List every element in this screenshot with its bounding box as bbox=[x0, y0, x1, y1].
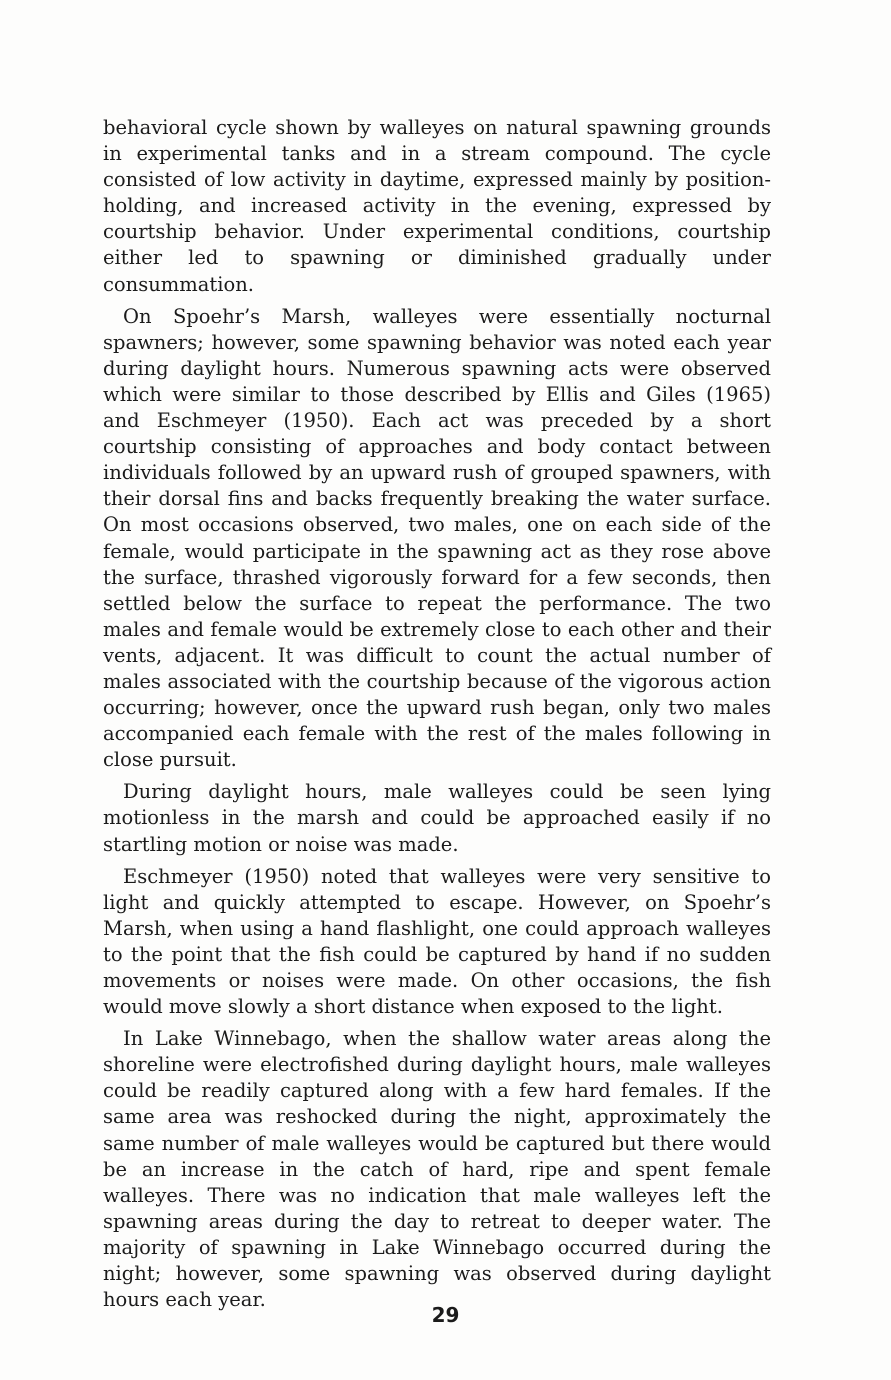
paragraph-eschmeyer: Eschmeyer (1950) noted that walleyes were very sensitive to light and quickly attempted to escape. However, on Spoehr’s Marsh, when using a hand flashlight, one could approach walleyes to the point that the fish could be captured by hand if no sudden movements or noises were made. On other occasions, the fish would move slowly a short distance when exposed to the light. bbox=[103, 864, 771, 1019]
page-number: 29 bbox=[431, 1303, 460, 1327]
paragraph-continued: behavioral cycle shown by walleyes on natural spawning grounds in experimental tanks and in a stream compound. The cycle consisted of low activity in daytime, expressed mainly by position-holding, and increased activity in the evening, expressed by courtship behavior. Under experimental conditions, courtship either led to spawning or diminished gradually under consummation. bbox=[103, 116, 771, 296]
body-text bbox=[103, 115, 771, 1319]
paragraph-daylight-hours: During daylight hours, male walleyes could be seen lying motionless in the marsh and could be approached easily if no startling motion or noise was made. bbox=[103, 780, 771, 856]
paragraph-spoehrs-marsh: On Spoehr’s Marsh, walleyes were essentially nocturnal spawners; however, some spawning behavior was noted each year during daylight hours. Numerous spawning acts were observed which were similar to those described by Ellis and Giles (1965) and Eschmeyer (1950). Each act was preceded by a short courtship consisting of approaches and body contact between individuals followed by an upward rush of grouped spawners, with their dorsal fins and backs frequently breaking the water surface. On most occasions observed, two males, one on each side of the female, would participate in the spawning act as they rose above the surface, thrashed vigorously forward for a few seconds, then settled below the surface to repeat the performance. The two males and female would be extremely close to each other and their vents, adjacent. It was difficult to count the actual number of males associated with the courtship because of the vigorous action occurring; however, once the upward rush began, only two males accompanied each female with the rest of the males following in close pursuit. bbox=[103, 304, 771, 772]
paragraph-lake-winnebago: In Lake Winnebago, when the shallow water areas along the shoreline were electrofished during daylight hours, male walleyes could be readily captured along with a few hard females. If the same area was reshocked during the night, approximately the same number of male walleyes would be captured but there would be an increase in the catch of hard, ripe and spent female walleyes. There was no indication that male walleyes left the spawning areas during the day to retreat to deeper water. The majority of spawning in Lake Winnebago occurred during the night; however, some spawning was observed during daylight hours each year. bbox=[103, 1027, 771, 1312]
